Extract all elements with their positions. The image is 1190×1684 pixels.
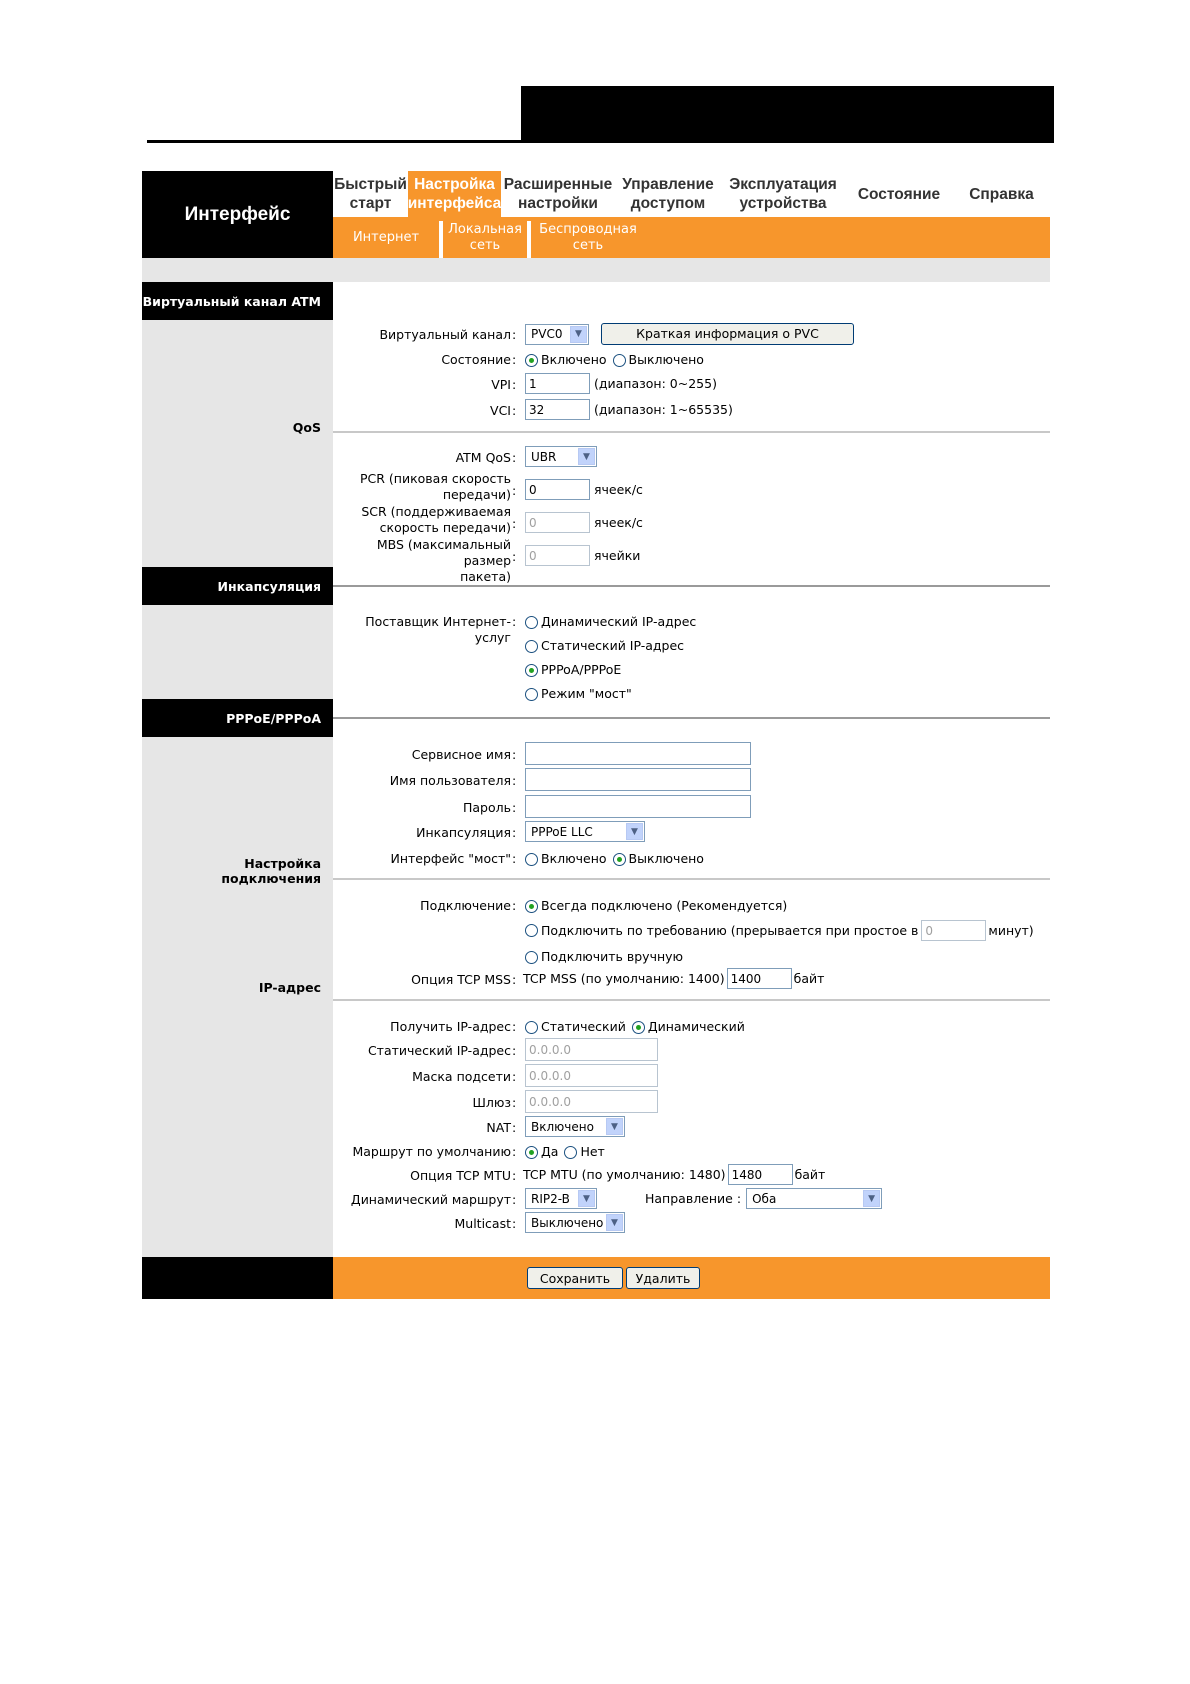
delete-button[interactable]: Удалить: [626, 1267, 700, 1289]
colon: :: [512, 614, 517, 629]
isp-option-bridge: [525, 686, 632, 702]
tcp-mtu-input[interactable]: 1480: [728, 1164, 793, 1185]
tab-label: Настройка: [414, 176, 495, 193]
connection-manual-radio[interactable]: [525, 951, 538, 964]
vpi-range-hint: (диапазон: 0~255): [594, 375, 717, 391]
connection-ondemand-label: Подключить по требованию (прерывается при простое в: [541, 922, 919, 938]
scr-label: [333, 504, 511, 536]
vpi-label: VPI: [491, 377, 511, 392]
vci-controls: [525, 399, 733, 420]
subtab-internet[interactable]: [333, 217, 439, 258]
default-route-label: Маршрут по умолчанию: [352, 1144, 511, 1159]
colon: :: [512, 1095, 517, 1110]
isp-option-pppoe: [525, 662, 621, 678]
get-ip-controls: [525, 1019, 745, 1035]
chevron-down-icon: ▼: [606, 1118, 623, 1135]
header-underline: [147, 140, 521, 143]
mbs-label-line: пакета): [460, 569, 511, 584]
colon: :: [512, 972, 517, 987]
sidebar-label-ip: IP-адрес: [258, 980, 321, 995]
colon: :: [512, 549, 517, 564]
gateway-input[interactable]: 0.0.0.0: [525, 1090, 658, 1113]
tab-label: старт: [349, 195, 392, 212]
tab-status[interactable]: [845, 171, 953, 217]
connection-label: Подключение: [420, 898, 511, 913]
bridge-on-radio[interactable]: [525, 853, 538, 866]
multicast-select-value: Выключено: [531, 1215, 604, 1230]
vpi-input[interactable]: 1: [525, 373, 590, 394]
subtab-wireless[interactable]: [531, 217, 645, 258]
default-route-yes-label: Да: [541, 1144, 559, 1159]
tab-label: Расширенные: [503, 176, 613, 193]
tcp-mss-label: Опция TCP MSS: [411, 972, 511, 987]
isp-static-radio[interactable]: [525, 640, 538, 653]
state-off-radio[interactable]: [613, 354, 626, 367]
divider: [333, 431, 1050, 433]
pcr-input[interactable]: 0: [525, 479, 590, 500]
pcr-row: [333, 471, 1050, 505]
isp-bridge-label: Режим "мост": [541, 686, 632, 701]
pvc-summary-button[interactable]: Краткая информация о PVC: [601, 323, 854, 345]
spacer-band: [142, 258, 1050, 282]
isp-bridge-radio[interactable]: [525, 688, 538, 701]
service-name-controls: [525, 742, 751, 765]
dynamic-route-select[interactable]: [525, 1188, 597, 1209]
direction-select-value: Оба: [752, 1191, 777, 1206]
colon: :: [512, 773, 517, 788]
vpi-controls: [525, 373, 717, 394]
colon: :: [512, 516, 517, 531]
pcr-controls: [525, 479, 643, 500]
tab-help[interactable]: [953, 171, 1050, 217]
colon: :: [512, 1120, 517, 1135]
subnet-mask-label: Маска подсети: [412, 1069, 511, 1084]
chevron-down-icon: ▼: [606, 1214, 623, 1231]
footer-actions: [333, 1257, 1050, 1299]
colon: :: [512, 1216, 517, 1231]
isp-option-static: [525, 638, 684, 654]
isp-pppoe-radio[interactable]: [525, 664, 538, 677]
username-controls: [525, 768, 751, 791]
vci-range-hint: (диапазон: 1~65535): [594, 401, 733, 417]
chevron-down-icon: ▼: [626, 823, 643, 840]
ip-static-radio[interactable]: [525, 1021, 538, 1034]
isp-dynamic-radio[interactable]: [525, 616, 538, 629]
tcp-mss-controls: [523, 968, 824, 989]
pppoe-encap-select-value: PPPoE LLC: [531, 824, 593, 839]
sub-nav: [333, 217, 1050, 258]
sidebar-label-qos: QoS: [292, 420, 321, 435]
connection-always-radio[interactable]: [525, 900, 538, 913]
tcp-mss-input[interactable]: 1400: [727, 968, 792, 989]
static-ip-controls: [525, 1038, 658, 1061]
multicast-label: Multicast: [454, 1216, 511, 1231]
idle-timeout-input[interactable]: 0: [921, 920, 986, 941]
subtab-lan[interactable]: [443, 217, 527, 258]
tab-access-management[interactable]: [615, 171, 721, 217]
subtab-label: сеть: [572, 237, 604, 253]
router-config-frame: [142, 171, 1050, 1299]
tcp-mtu-label: Опция TCP MTU: [410, 1168, 511, 1183]
section-title: Интерфейс: [142, 171, 333, 258]
direction-label: Направление: [645, 1190, 733, 1206]
subnet-mask-controls: [525, 1064, 658, 1087]
isp-label: Поставщик Интернет-услуг: [365, 614, 511, 645]
static-ip-label: Статический IP-адрес: [367, 1043, 511, 1058]
scr-label-line: SCR (поддерживаемая: [361, 504, 511, 519]
colon: :: [512, 800, 517, 815]
atm-qos-controls: [525, 446, 597, 467]
scr-controls: [525, 512, 643, 533]
colon: :: [512, 747, 517, 762]
state-on-radio[interactable]: [525, 354, 538, 367]
password-label: Пароль: [463, 800, 511, 815]
connection-always-label: Всегда подключено (Рекомендуется): [541, 898, 788, 913]
nat-label: NAT: [486, 1120, 511, 1135]
gateway-label: Шлюз: [472, 1095, 511, 1110]
multicast-select[interactable]: [525, 1212, 625, 1233]
scr-unit: ячеек/с: [594, 514, 643, 530]
tcp-mtu-text: TCP MTU (по умолчанию: 1480): [523, 1166, 726, 1182]
colon: :: [512, 825, 517, 840]
bridge-off-label: Выключено: [628, 851, 704, 866]
ip-dynamic-radio[interactable]: [632, 1021, 645, 1034]
tab-label: Состояние: [857, 185, 941, 203]
section-header-atm: Виртуальный канал ATM: [142, 282, 333, 320]
connection-always: [525, 898, 787, 914]
connection-ondemand: [525, 920, 1034, 941]
divider: [333, 585, 1050, 587]
colon: :: [512, 450, 517, 465]
colon: :: [512, 377, 517, 392]
atm-qos-label: ATM QoS: [455, 450, 511, 465]
colon: :: [512, 403, 517, 418]
vc-select-value: PVC0: [531, 327, 563, 341]
vc-controls: [525, 323, 854, 345]
multicast-controls: [525, 1212, 625, 1233]
mbs-controls: [525, 545, 640, 566]
colon: :: [512, 1144, 517, 1159]
pppoe-encap-select[interactable]: [525, 821, 645, 842]
colon: :: [512, 851, 517, 866]
connection-ondemand-radio[interactable]: [525, 924, 538, 937]
state-off-label: Выключено: [628, 352, 704, 367]
nat-select[interactable]: [525, 1116, 625, 1137]
tab-maintenance[interactable]: [721, 171, 845, 217]
tcp-mss-unit: байт: [793, 970, 825, 986]
default-route-no-label: Нет: [580, 1144, 605, 1159]
divider: [333, 999, 1050, 1001]
colon: :: [512, 1192, 517, 1207]
isp-dynamic-label: Динамический IP-адрес: [541, 614, 697, 629]
section-header-encapsulation: Инкапсуляция: [142, 567, 333, 605]
atm-qos-select-value: UBR: [531, 449, 557, 464]
isp-static-label: Статический IP-адрес: [541, 638, 685, 653]
tab-label: настройки: [518, 195, 598, 212]
divider: [333, 717, 1050, 719]
gateway-controls: [525, 1090, 658, 1113]
tab-advanced-setup[interactable]: [501, 171, 615, 217]
subtab-label: Локальная: [448, 221, 522, 237]
tab-label: Справка: [969, 185, 1034, 203]
save-button[interactable]: Сохранить: [527, 1267, 623, 1289]
password-controls: [525, 795, 751, 818]
chevron-down-icon: ▼: [570, 326, 587, 343]
pcr-unit: ячеек/с: [594, 481, 643, 497]
dynamic-route-select-value: RIP2-B: [531, 1191, 570, 1206]
atm-qos-select[interactable]: [525, 446, 597, 467]
scr-input[interactable]: 0: [525, 512, 590, 533]
subtab-label: Интернет: [352, 229, 420, 245]
static-ip-input[interactable]: 0.0.0.0: [525, 1038, 658, 1061]
chevron-down-icon: ▼: [578, 448, 595, 465]
vci-input[interactable]: 32: [525, 399, 590, 420]
ip-dynamic-label: Динамический: [647, 1019, 745, 1034]
mbs-row: [333, 537, 1050, 584]
username-input[interactable]: [525, 768, 751, 791]
sidebar-label-connection: Настройка подключения: [221, 856, 321, 886]
state-controls: [525, 352, 704, 368]
username-label: Имя пользователя: [389, 773, 511, 788]
footer-bar: [142, 1257, 1050, 1299]
colon: :: [512, 1168, 517, 1183]
tcp-mss-text: TCP MSS (по умолчанию: 1400): [523, 970, 725, 986]
ip-static-label: Статический: [541, 1019, 626, 1034]
settings-form: [333, 282, 1050, 1257]
bridge-interface-label: Интерфейс "мост": [390, 851, 511, 866]
pcr-label-line: PCR (пиковая скорость: [360, 471, 511, 486]
connection-manual: [525, 949, 683, 965]
service-name-label: Сервисное имя: [411, 747, 511, 762]
mbs-label-line: MBS (максимальный размер: [376, 537, 511, 568]
bridge-off-radio[interactable]: [613, 853, 626, 866]
isp-option-dynamic: [525, 614, 696, 630]
colon: :: [512, 1043, 517, 1058]
subnet-mask-input[interactable]: 0.0.0.0: [525, 1064, 658, 1087]
colon: :: [512, 352, 517, 367]
tab-interface-setup[interactable]: [408, 171, 501, 217]
tab-label: доступом: [630, 195, 706, 212]
pcr-label: [333, 471, 511, 503]
password-input[interactable]: [525, 795, 751, 818]
colon: :: [512, 483, 517, 498]
colon: :: [512, 327, 517, 342]
vc-label: Виртуальный канал: [379, 327, 511, 342]
vci-label: VCI: [490, 403, 511, 418]
section-header-pppoe: PPPoE/PPPoA: [142, 699, 333, 737]
connection-manual-label: Подключить вручную: [541, 949, 684, 964]
colon: :: [512, 898, 517, 913]
mbs-unit: ячейки: [594, 547, 641, 563]
dynamic-route-label: Динамический маршрут: [350, 1192, 511, 1207]
colon: :: [512, 1019, 517, 1034]
main-nav: [333, 171, 1050, 217]
footer-left: [142, 1257, 333, 1299]
tab-label: Быстрый: [334, 176, 407, 193]
chevron-down-icon: ▼: [863, 1190, 880, 1207]
bridge-on-label: Включено: [541, 851, 607, 866]
tab-label: Эксплуатация: [729, 176, 837, 193]
bridge-interface-controls: [525, 851, 704, 867]
pppoe-encap-label: Инкапсуляция: [416, 825, 511, 840]
colon: :: [512, 1069, 517, 1084]
tab-label: устройства: [739, 195, 827, 212]
chevron-down-icon: ▼: [578, 1190, 595, 1207]
divider: [333, 878, 1050, 880]
mbs-label: [333, 537, 511, 585]
state-on-label: Включено: [541, 352, 607, 367]
nat-select-value: Включено: [531, 1119, 594, 1134]
scr-row: [333, 504, 1050, 538]
subtab-label: Беспроводная: [539, 221, 637, 237]
vc-select[interactable]: [525, 324, 589, 345]
pcr-label-line: передачи): [442, 487, 511, 502]
idle-timeout-unit: минут): [988, 922, 1034, 938]
tab-label: интерфейса: [407, 195, 502, 212]
get-ip-label: Получить IP-адрес: [390, 1019, 511, 1034]
default-route-no-radio[interactable]: [564, 1146, 577, 1159]
dynamic-route-controls: RIP2-B ▼ Направление : Оба ▼: [525, 1188, 882, 1209]
isp-pppoe-label: PPPoA/PPPoE: [541, 662, 622, 677]
default-route-yes-radio[interactable]: [525, 1146, 538, 1159]
tab-quick-start[interactable]: [333, 171, 408, 217]
header-logo-banner: [521, 86, 1054, 143]
nat-controls: [525, 1116, 625, 1137]
sidebar: [142, 282, 333, 1257]
service-name-input[interactable]: [525, 742, 751, 765]
subtab-label: сеть: [469, 237, 501, 253]
tcp-mtu-controls: [523, 1164, 825, 1185]
tcp-mtu-unit: байт: [794, 1166, 826, 1182]
pppoe-encap-controls: [525, 821, 645, 842]
tab-label: Управление: [622, 176, 714, 193]
scr-label-line: скорость передачи): [379, 520, 511, 535]
direction-select[interactable]: [746, 1188, 882, 1209]
state-label: Состояние: [441, 352, 511, 367]
mbs-input[interactable]: 0: [525, 545, 590, 566]
default-route-controls: [525, 1144, 605, 1160]
